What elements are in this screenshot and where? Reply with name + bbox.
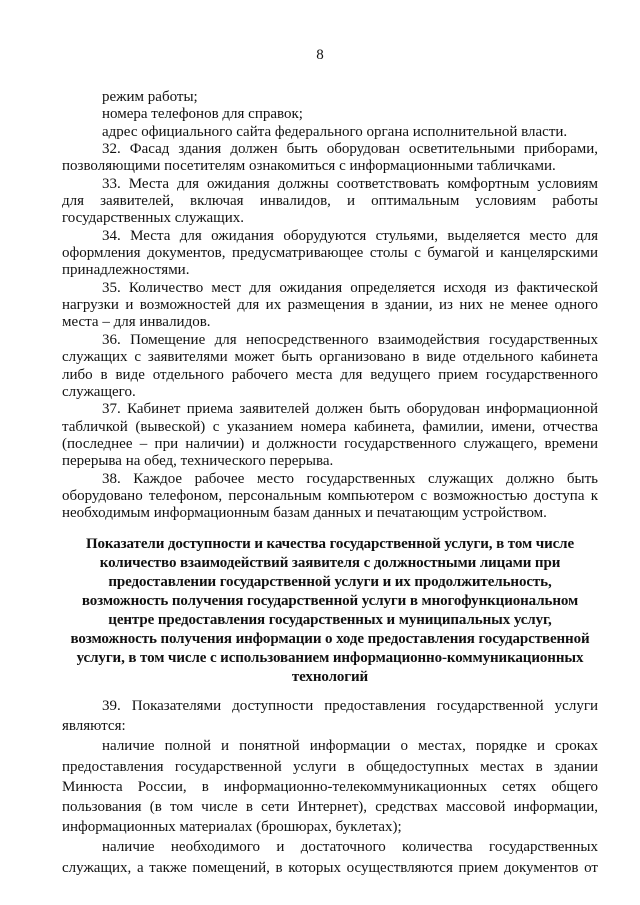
- text-line: 34. Места для ожидания оборудуются стульями, выделяется место для: [102, 227, 598, 244]
- text-line: номера телефонов для справок;: [102, 106, 303, 123]
- heading-line: Показатели доступности и качества государственной услуги, в том числе: [85, 536, 575, 552]
- text-line: нагрузки и возможностей для их размещения в здании, из них не менее одного: [62, 297, 598, 314]
- paragraph: [62, 696, 598, 736]
- section-heading: [62, 535, 598, 687]
- page-number: 8: [316, 47, 324, 63]
- text-line: являются:: [62, 718, 126, 735]
- paragraph: [62, 332, 598, 401]
- text-line: государственных служащих.: [62, 210, 244, 227]
- text-line: табличкой (вывеской) с указанием номера кабинета, фамилии, имени, отчества: [62, 418, 598, 435]
- text-line: перерыва на обед, технического перерыва.: [62, 453, 334, 470]
- text-line: наличие полной и понятной информации о местах, порядке и сроках: [102, 738, 598, 755]
- paragraph: [62, 280, 598, 332]
- text-line: оформления документов, предусматривающее столы с бумагой и канцелярскими: [62, 245, 598, 262]
- heading-line: центре предоставления государственных и муниципальных услуг,: [108, 612, 552, 628]
- paragraph: [62, 837, 598, 877]
- heading-line: количество взаимодействий заявителя с должностными лицами при: [99, 555, 561, 571]
- text-line: 38. Каждое рабочее место государственных служащих должно быть: [102, 470, 598, 487]
- paragraph: [62, 176, 598, 228]
- text-line: для заявителей, включая инвалидов, и оптимальным условиям работы: [62, 193, 598, 210]
- paragraph: [62, 141, 598, 176]
- heading-line: технологий: [291, 669, 369, 685]
- heading-line: возможность получения государственной услуги в многофункциональном: [81, 593, 579, 609]
- text-line: оборудовано телефоном, персональным компьютером с возможностью доступа к: [62, 487, 598, 504]
- text-line: наличие необходимого и достаточного количества государственных: [102, 839, 598, 856]
- text-line: предоставления государственной услуги в общедоступных местах в здании: [62, 758, 598, 775]
- text-line: режим работы;: [102, 89, 198, 105]
- text-line: 32. Фасад здания должен быть оборудован осветительными приборами,: [102, 141, 598, 158]
- text-line: адрес официального сайта федерального органа исполнительной власти.: [102, 123, 568, 140]
- heading-line: услуги, в том числе с использованием информационно-коммуникационных: [76, 650, 584, 666]
- text-line: либо в виде отдельного рабочего места для ведущего прием государственного: [62, 366, 598, 383]
- paragraph: [62, 401, 598, 470]
- heading-line: предоставлении государственной услуги и их продолжительность,: [108, 574, 552, 590]
- text-line: 35. Количество мест для ожидания определяется исходя из фактической: [102, 279, 598, 296]
- paragraph: [62, 124, 598, 141]
- heading-line: возможность получения информации о ходе предоставления государственной: [70, 631, 590, 647]
- text-line: 33. Места для ожидания должны соответствовать комфортным условиям: [102, 175, 598, 192]
- text-line: служащего.: [62, 383, 136, 400]
- body-text-bottom: [62, 696, 598, 878]
- text-line: пользования (в том числе в сети Интернет), средствах массовой информации,: [62, 799, 598, 816]
- text-line: Минюста России, в информационно-телекоммуникационных сетях общего: [62, 778, 598, 795]
- text-line: (последнее – при наличии) и должности государственного служащего, времени: [62, 435, 598, 452]
- text-line: места – для инвалидов.: [62, 314, 211, 331]
- text-line: 39. Показателями доступности предоставления государственной услуги: [102, 698, 598, 714]
- paragraph: [62, 471, 598, 523]
- text-line: информационных материалах (брошюрах, буклетах);: [62, 819, 402, 836]
- text-line: необходимым информационным базам данных и печатающим устройством.: [62, 505, 547, 522]
- paragraph: [62, 228, 598, 280]
- paragraph: [62, 89, 598, 106]
- body-text-top: [62, 89, 598, 523]
- paragraph: [62, 106, 598, 123]
- text-line: 37. Кабинет приема заявителей должен быть оборудован информационной: [102, 401, 598, 418]
- text-line: служащих, а также помещений, в которых осуществляются прием документов от: [62, 859, 598, 876]
- text-line: 36. Помещение для непосредственного взаимодействия государственных: [102, 331, 598, 348]
- text-line: позволяющими посетителям ознакомиться с информационными табличками.: [62, 158, 556, 175]
- paragraph: [62, 736, 598, 837]
- text-line: принадлежностями.: [62, 262, 190, 279]
- text-line: служащих с заявителями может быть организовано в виде отдельного кабинета: [62, 349, 598, 366]
